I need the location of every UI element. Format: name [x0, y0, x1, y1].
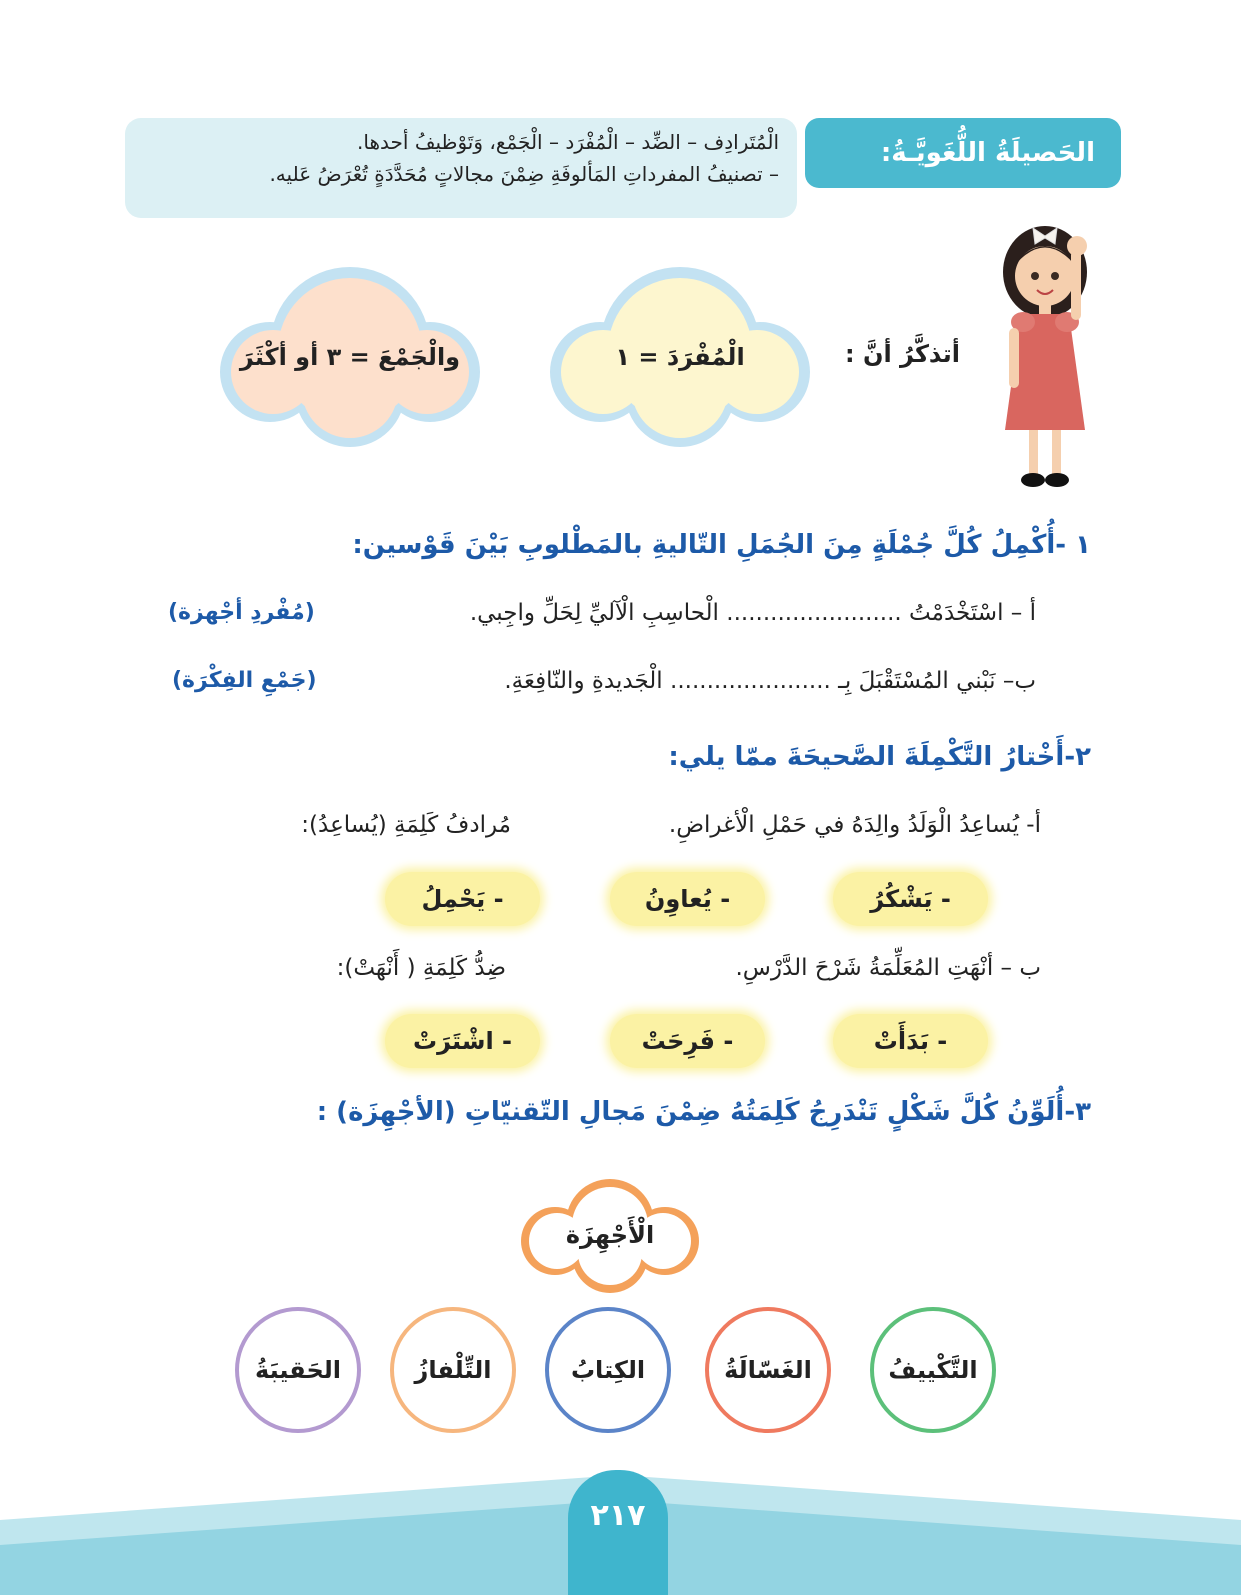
option-a2[interactable]: - يُعاوِنُ: [610, 872, 765, 926]
exercise-1-a: [470, 600, 1036, 626]
exercise-1-title: ١ -أُكْمِلُ كُلَّ جُمْلَةٍ مِنَ الجُمَلِ التّاليةِ بالمَطْلوبِ بَيْنَ قَوْسين:: [352, 530, 1091, 560]
exercise-1-b-blank[interactable]: ......................: [670, 668, 831, 694]
exercise-1-b-end: الْجَديدةِ والنّافِعَةِ.: [504, 668, 663, 694]
category-cloud: [515, 1175, 705, 1295]
word-circle-4[interactable]: التِّلْفازُ: [390, 1307, 516, 1433]
exercise-2-a-sentence: أ- يُساعِدُ الْوَلَدُ والِدَهُ في حَمْلِ الْأغراضِ.: [668, 812, 1041, 838]
exercise-1-a-end: الْحاسِبِ الْآليِّ لِحَلِّ واجِبي.: [469, 600, 719, 626]
category-label: الْأَجْهِزَة: [565, 1221, 655, 1249]
plural-rule: والْجَمْعَ = ٣ أو أكْثَرَ: [239, 343, 461, 371]
objectives-box: [125, 118, 797, 218]
option-b2[interactable]: - فَرِحَتْ: [610, 1014, 765, 1068]
remember-label: أتذكَّرُ أنَّ :: [845, 340, 961, 368]
exercise-2-title: ٢-أَخْتارُ التَّكْمِلَةَ الصَّحيحَةَ ممّا يلي:: [668, 742, 1091, 772]
exercise-2-b-question: ضِدُّ كَلِمَةِ ( أَنْهَتْ):: [336, 955, 506, 981]
objective-line-2: – تصنيفُ المفرداتِ المَألوفَةِ ضِمْنَ مجالاتٍ مُحَدَّدَةٍ تُعْرَضُ عَليه.: [269, 162, 779, 186]
section-tag: الحَصيلَةُ اللُّغَويَّـةُ:: [805, 118, 1121, 188]
word-circle-3[interactable]: الكِتابُ: [545, 1307, 671, 1433]
plural-cloud: [215, 262, 485, 452]
exercise-3-title: ٣-أُلَوِّنُ كُلَّ شَكْلٍ تَنْدَرِجُ كَلِمَتُهُ ضِمْنَ مَجالِ التّقنيّاتِ (الأجْهِزَة) :: [316, 1097, 1091, 1127]
exercise-1-a-blank[interactable]: ........................: [726, 600, 902, 626]
option-b1[interactable]: - بَدَأَتْ: [833, 1014, 988, 1068]
option-a1[interactable]: - يَشْكُرُ: [833, 872, 988, 926]
exercise-1-a-hint: (مُفْردِ أجْهزة): [168, 600, 315, 625]
word-circle-1[interactable]: التَّكْييفُ: [870, 1307, 996, 1433]
exercise-2-a-question: مُرادفُ كَلِمَةِ (يُساعِدُ):: [301, 812, 511, 838]
page-number: ٢١٧: [568, 1470, 668, 1595]
exercise-1-b: [504, 668, 1036, 694]
singular-cloud: [545, 262, 815, 452]
singular-rule: الْمُفْرَدَ = ١: [615, 343, 745, 371]
exercise-1-a-start: أ – اسْتَخْدَمْتُ: [909, 600, 1036, 626]
word-circle-2[interactable]: الغَسّالَةُ: [705, 1307, 831, 1433]
girl-illustration: [985, 210, 1105, 500]
exercise-1-b-start: ب– نَبْني المُسْتَقْبَلَ بِـ: [838, 668, 1036, 694]
option-b3[interactable]: - اشْتَرَتْ: [385, 1014, 540, 1068]
word-circle-5[interactable]: الحَقيبَةُ: [235, 1307, 361, 1433]
exercise-1-b-hint: (جَمْعِ الفِكْرَة): [172, 668, 317, 693]
exercise-2-b-sentence: ب – أنْهَتِ المُعَلِّمَةُ شَرْحَ الدَّرْسِ.: [735, 955, 1041, 981]
objective-line-1: الْمُتَرادِف – الضِّد – الْمُفْرَد – الْجَمْع، وَتَوْظيفُ أحدها.: [357, 130, 779, 154]
option-a3[interactable]: - يَحْمِلُ: [385, 872, 540, 926]
